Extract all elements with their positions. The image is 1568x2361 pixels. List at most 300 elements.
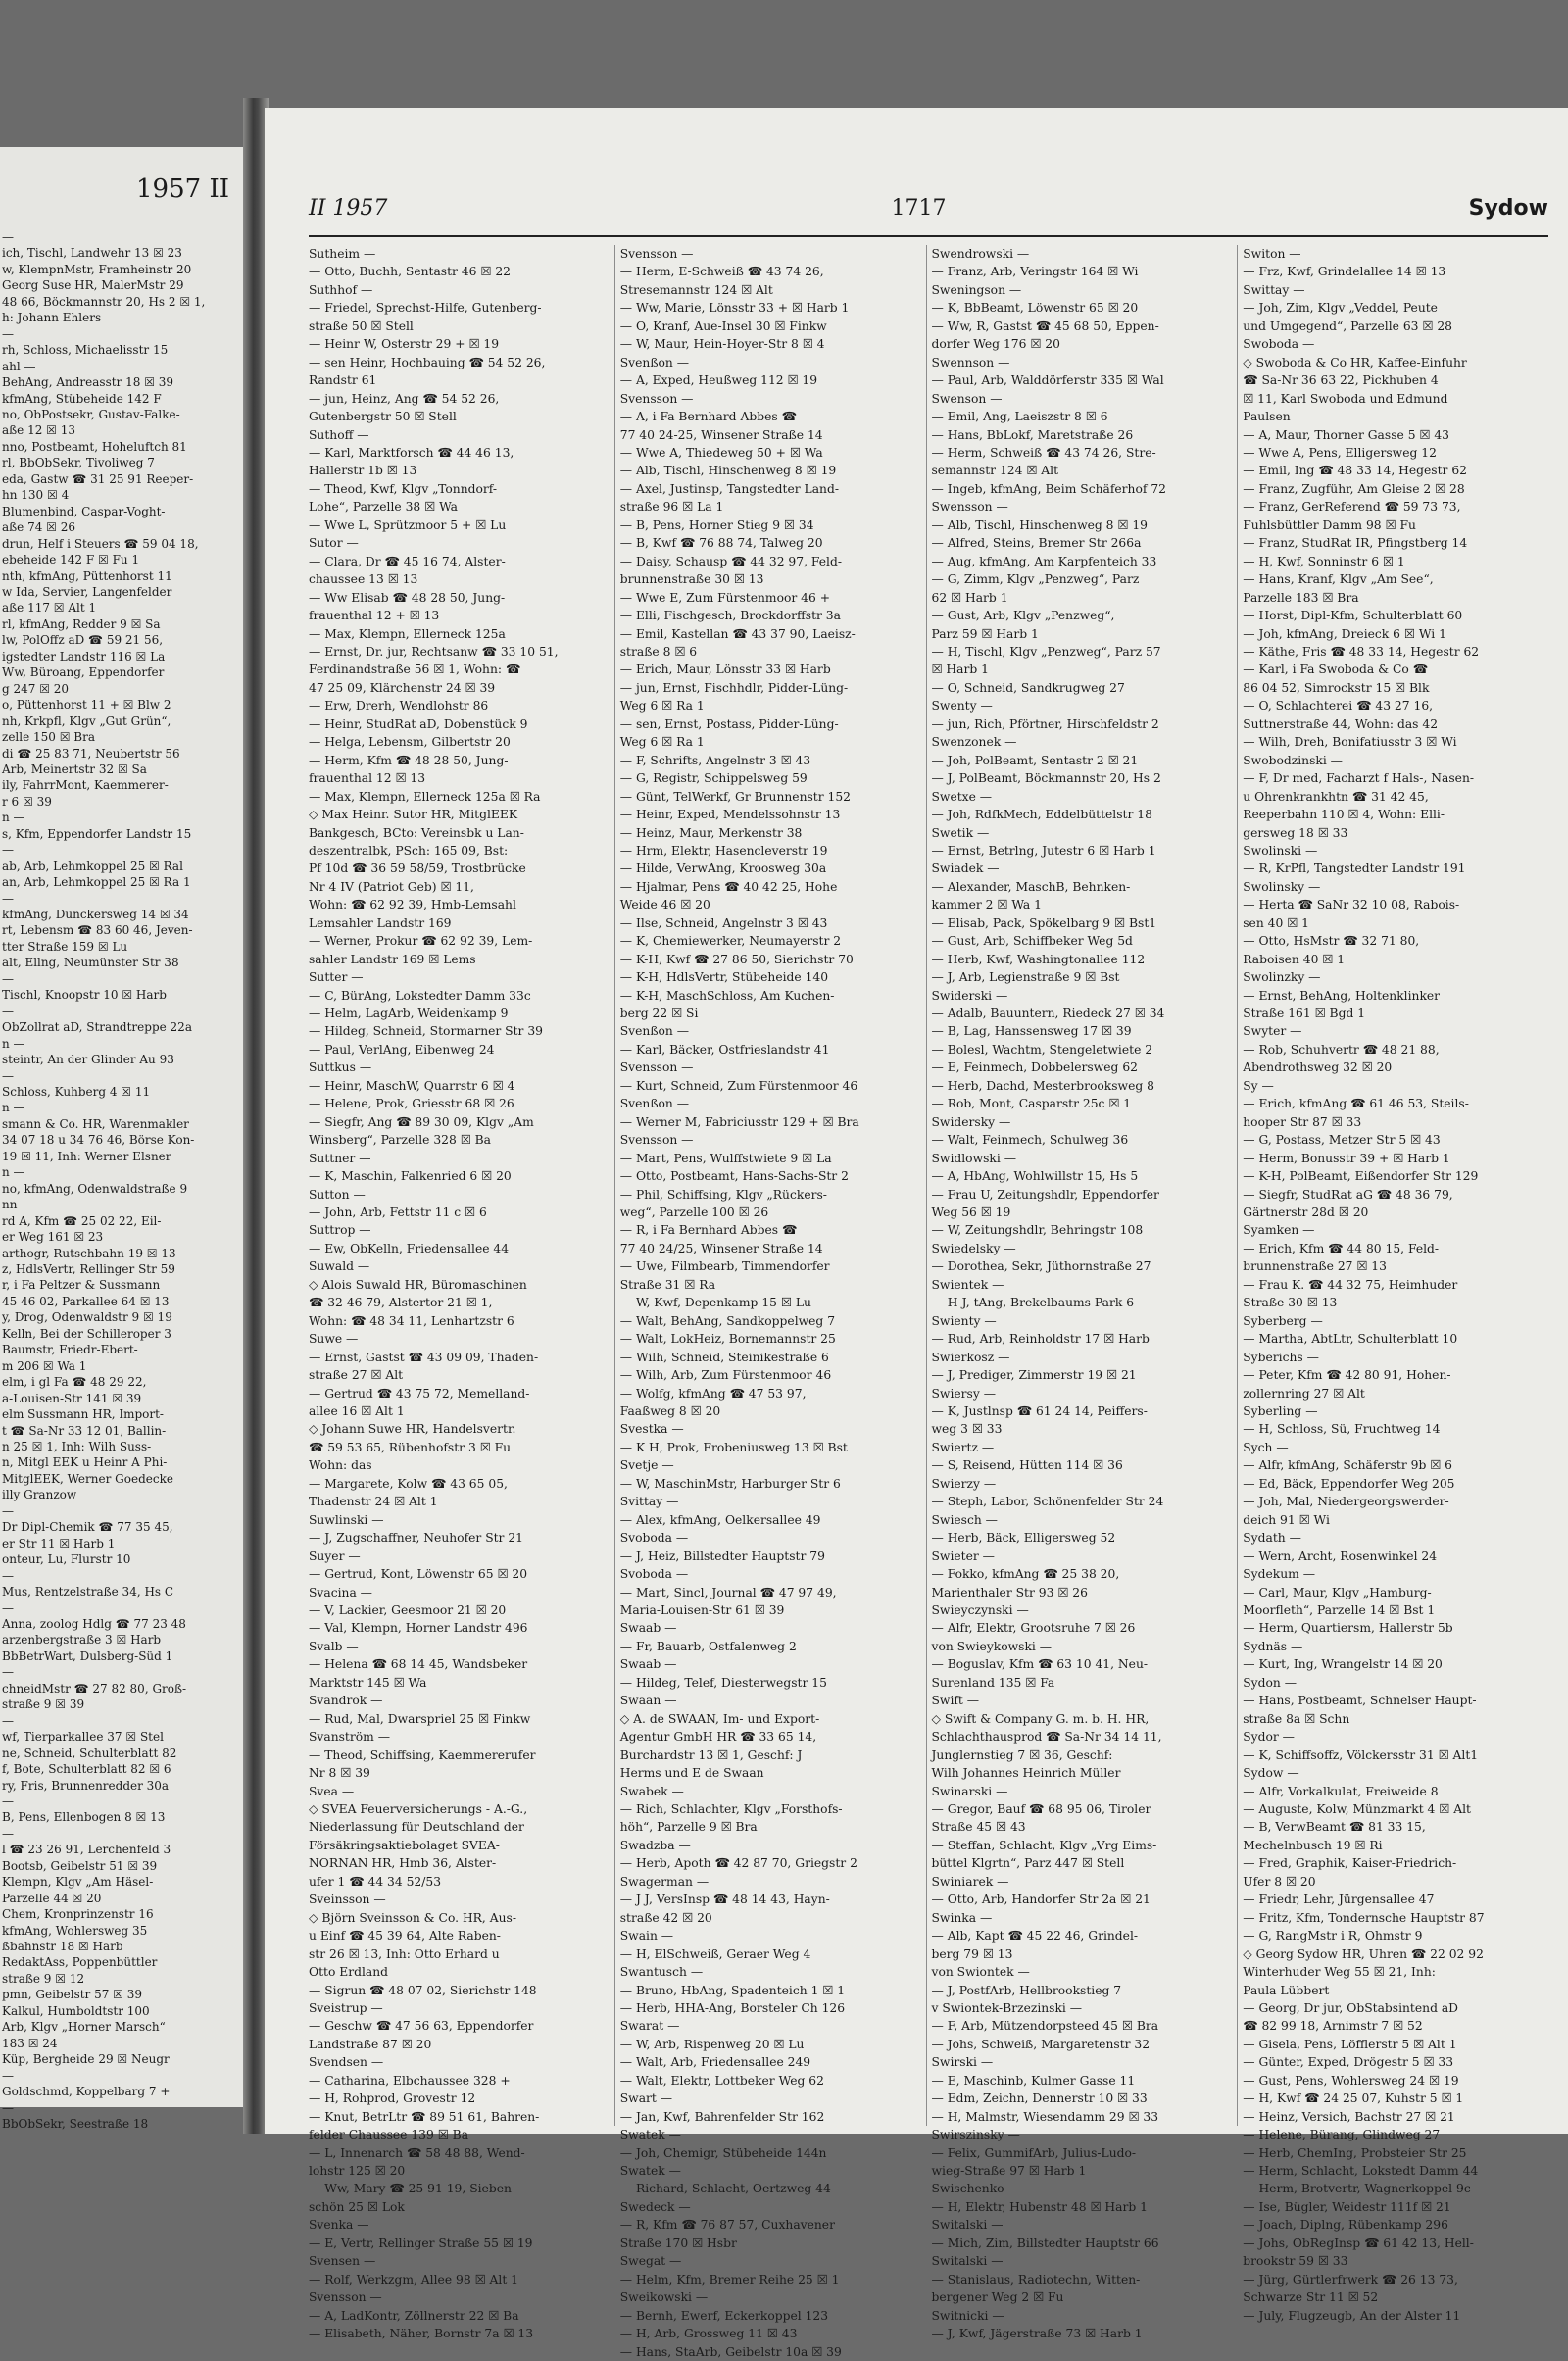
directory-entry: — K-H, MaschSchloss, Am Kuchen- xyxy=(619,988,835,1003)
surname-heading: Sveistrup — xyxy=(309,2000,383,2015)
left-page-line: — xyxy=(2,971,14,986)
left-page-line: chneidMstr ☎ 27 82 80, Groß- xyxy=(2,1681,187,1696)
directory-entry: — Ise, Bügler, Weidestr 111f ☒ 21 xyxy=(1243,2199,1451,2214)
directory-entry: — Ilse, Schneid, Angelnstr 3 ☒ 43 xyxy=(619,915,828,930)
directory-entry: — Karl, Marktforsch ☎ 44 46 13, xyxy=(309,445,514,460)
left-page-line: ab, Arb, Lehmkoppel 25 ☒ Ral xyxy=(2,859,183,873)
directory-entry: Straße 30 ☒ 13 xyxy=(1243,1296,1338,1310)
directory-page xyxy=(265,108,1568,2359)
left-page-line: Mus, Rentzelstraße 34, Hs C xyxy=(2,1585,174,1599)
directory-entry: — Helm, Kfm, Bremer Reihe 25 ☒ 1 xyxy=(619,2272,840,2287)
left-page-line: m 206 ☒ Wa 1 xyxy=(2,1358,87,1373)
directory-entry: — Fokko, kfmAng ☎ 25 38 20, xyxy=(931,1567,1120,1582)
left-page-line: — xyxy=(2,1665,14,1680)
left-page-line: di ☎ 25 83 71, Neubertstr 56 xyxy=(2,746,180,761)
left-page-line: aße 74 ☒ 26 xyxy=(2,520,76,535)
directory-entry: — Gertrud ☎ 43 75 72, Memelland- xyxy=(309,1386,530,1401)
surname-heading: Swieter — xyxy=(931,1549,995,1563)
left-page-line: — xyxy=(2,230,14,244)
directory-entry: — L, Innenarch ☎ 58 48 88, Wend- xyxy=(309,2145,525,2160)
left-page-line: s, Kfm, Eppendorfer Landstr 15 xyxy=(2,826,192,841)
directory-entry: u Ohrenkrankhtn ☎ 31 42 45, xyxy=(1243,789,1429,804)
directory-entry: ◇ Björn Sveinsson & Co. HR, Aus- xyxy=(309,1910,517,1925)
directory-entry: — Felix, GummifArb, Julius-Ludo- xyxy=(931,2145,1137,2160)
directory-entry: — Emil, Ing ☎ 48 33 14, Hegestr 62 xyxy=(1243,464,1467,478)
left-page-line: Kalkul, Humboldtstr 100 xyxy=(2,2003,150,2018)
left-page-line: Ww, Büroang, Eppendorfer xyxy=(2,665,165,680)
directory-entry: — J, Prediger, Zimmerstr 19 ☒ 21 xyxy=(931,1368,1137,1383)
directory-entry: Lohe“, Parzelle 38 ☒ Wa xyxy=(309,500,458,515)
surname-heading: Swiersy — xyxy=(931,1386,997,1401)
directory-entry: — Catharina, Elbchaussee 328 + xyxy=(309,2073,511,2088)
directory-entry: ☎ Sa-Nr 36 63 22, Pickhuben 4 xyxy=(1243,373,1439,388)
left-page-line: g 247 ☒ 20 xyxy=(2,681,70,696)
directory-column-4 xyxy=(1237,245,1548,2323)
surname-heading: Swadzba — xyxy=(619,1838,691,1852)
surname-heading: Swientek — xyxy=(931,1277,1004,1292)
directory-entry: — Hrm, Elektr, Hasencleverstr 19 xyxy=(619,843,828,858)
left-page-line: aße 12 ☒ 13 xyxy=(2,423,76,438)
directory-entry: — F, Schrifts, Angelnstr 3 ☒ 43 xyxy=(619,753,811,767)
directory-entry: ◇ Georg Sydow HR, Uhren ☎ 22 02 92 xyxy=(1243,1946,1484,1961)
directory-entry: — Margarete, Kolw ☎ 43 65 05, xyxy=(309,1476,508,1491)
left-page-line: o, Püttenhorst 11 + ☒ Blw 2 xyxy=(2,698,172,713)
directory-entry: — K, Justlnsp ☎ 61 24 14, Peiffers- xyxy=(931,1404,1148,1418)
directory-entry: — Jan, Kwf, Bahrenfelder Str 162 xyxy=(619,2109,825,2124)
directory-entry: — Daisy, Schausp ☎ 44 32 97, Feld- xyxy=(619,554,842,568)
directory-entry: — A, Maur, Thorner Gasse 5 ☒ 43 xyxy=(1243,427,1450,442)
left-page-line: alt, Ellng, Neumünster Str 38 xyxy=(2,956,179,970)
directory-entry: — Ernst, BehAng, Holtenklinker xyxy=(1243,988,1441,1003)
directory-entry: Nr 8 ☒ 39 xyxy=(309,1766,370,1781)
directory-entry: — Helena ☎ 68 14 45, Wandsbeker xyxy=(309,1657,528,1672)
directory-entry: — Helene, Bürang, Glindweg 27 xyxy=(1243,2128,1441,2142)
surname-heading: Swirszinsky — xyxy=(931,2128,1020,2142)
directory-entry: — G, Registr, Schippelsweg 59 xyxy=(619,771,808,786)
surname-heading: Swatek — xyxy=(619,2164,681,2179)
directory-entry: — Gust, Arb, Klgv „Penzweg“, xyxy=(931,609,1115,623)
left-page-line: n — xyxy=(2,1101,25,1115)
left-page-line: — xyxy=(2,1600,14,1615)
directory-entry: — Alexander, MaschB, Behnken- xyxy=(931,879,1131,894)
left-page-line: kfmAng, Stübeheide 142 F xyxy=(2,391,162,406)
page-number: 1717 xyxy=(891,196,947,221)
directory-entry: — Steffan, Schlacht, Klgv „Vrg Eims- xyxy=(931,1838,1157,1852)
left-page-fragment xyxy=(0,147,243,2132)
left-page-line: BbObSekr, Seestraße 18 xyxy=(2,2117,149,2132)
directory-entry: — A, Exped, Heußweg 112 ☒ 19 xyxy=(619,373,818,388)
directory-entry: — Adalb, Bauuntern, Riedeck 27 ☒ 34 xyxy=(931,1007,1165,1021)
directory-entry: — B, VerwBeamt ☎ 81 33 15, xyxy=(1243,1820,1426,1835)
left-page-line: y, Drog, Odenwaldstr 9 ☒ 19 xyxy=(2,1310,172,1325)
header-rule xyxy=(309,235,1548,237)
left-page-line: RedaktAss, Poppenbüttler xyxy=(2,1955,158,1970)
left-page-line: igstedter Landstr 116 ☒ La xyxy=(2,649,166,664)
directory-entry: — H, Rohprod, Grovestr 12 xyxy=(309,2091,476,2106)
directory-entry: — Alb, Tischl, Hinschenweg 8 ☒ 19 xyxy=(619,464,837,478)
directory-entry: — Wilh, Dreh, Bonifatiusstr 3 ☒ Wi xyxy=(1243,735,1457,750)
directory-entry: — Jürg, Gürtlerfrwerk ☎ 26 13 73, xyxy=(1243,2272,1458,2287)
surname-heading: Svoboda — xyxy=(619,1567,689,1582)
directory-entry: — Franz, Arb, Veringstr 164 ☒ Wi xyxy=(931,265,1139,279)
directory-entry: dorfer Weg 176 ☒ 20 xyxy=(931,337,1060,352)
directory-entry: — Ww, R, Gastst ☎ 45 68 50, Eppen- xyxy=(931,319,1159,333)
directory-entry: — Sigrun ☎ 48 07 02, Sierichstr 148 xyxy=(309,1983,537,1997)
directory-entry: 86 04 52, Simrockstr 15 ☒ Blk xyxy=(1243,680,1430,695)
directory-entry: — F, Arb, Mützendorpsteed 45 ☒ Bra xyxy=(931,2019,1159,2034)
directory-entry: Lemsahler Landstr 169 xyxy=(309,915,452,930)
directory-entry: — Franz, GerReferend ☎ 59 73 73, xyxy=(1243,500,1461,515)
directory-entry: — jun, Heinz, Ang ☎ 54 52 26, xyxy=(309,391,500,406)
directory-entry: — Alb, Kapt ☎ 45 22 46, Grindel- xyxy=(931,1929,1139,1943)
directory-entry: Parz 59 ☒ Harb 1 xyxy=(931,626,1039,641)
surname-heading: Svensson — xyxy=(619,1133,694,1148)
directory-entry: — J, Arb, Legienstraße 9 ☒ Bst xyxy=(931,970,1120,985)
left-page-line: rh, Schloss, Michaelisstr 15 xyxy=(2,343,169,358)
surname-heading: Swaan — xyxy=(619,1694,677,1708)
directory-entry: — Elisabeth, Näher, Bornstr 7a ☒ 13 xyxy=(309,2327,534,2341)
surname-heading: Swiderski — xyxy=(931,988,1008,1003)
directory-entry: Gärtnerstr 28d ☒ 20 xyxy=(1243,1205,1369,1220)
directory-entry: — Heinz, Versich, Bachstr 27 ☒ 21 xyxy=(1243,2109,1455,2124)
surname-heading: Sweikowski — xyxy=(619,2290,709,2305)
directory-entry: — Walt, Elektr, Lottbeker Weg 62 xyxy=(619,2073,824,2088)
directory-entry: — Emil, Ang, Laeiszstr 8 ☒ 6 xyxy=(931,410,1108,424)
surname-heading: Syberling — xyxy=(1243,1404,1318,1418)
directory-entry: — B, Lag, Hanssensweg 17 ☒ 39 xyxy=(931,1024,1132,1039)
directory-entry: — Wwe A, Pens, Elligersweg 12 xyxy=(1243,445,1437,460)
directory-entry: — Günt, TelWerkf, Gr Brunnenstr 152 xyxy=(619,789,851,804)
directory-entry: — Bolesl, Wachtm, Stengeletwiete 2 xyxy=(931,1042,1153,1057)
left-page-line: ry, Fris, Brunnenredder 30a xyxy=(2,1778,170,1793)
left-page-line: 45 46 02, Parkallee 64 ☒ 13 xyxy=(2,1294,170,1308)
surname-heading: Svanström — xyxy=(309,1730,391,1745)
directory-entry: — Wern, Archt, Rosenwinkel 24 xyxy=(1243,1549,1438,1563)
left-page-line: Kelln, Bei der Schilleroper 3 xyxy=(2,1326,172,1341)
left-page-line: 19 ☒ 11, Inh: Werner Elsner xyxy=(2,1149,172,1163)
left-page-line: — xyxy=(2,326,14,341)
directory-entry: — Hildeg, Schneid, Stormarner Str 39 xyxy=(309,1024,543,1039)
directory-entry: Weg 56 ☒ 19 xyxy=(931,1205,1011,1220)
surname-heading: Sutter — xyxy=(309,970,364,985)
left-page-line: B, Pens, Ellenbogen 8 ☒ 13 xyxy=(2,1810,166,1825)
surname-heading: Swain — xyxy=(619,1929,674,1943)
left-page-line: ObZollrat aD, Strandtreppe 22a xyxy=(2,1020,192,1035)
directory-entry: 77 40 24-25, Winsener Straße 14 xyxy=(619,427,823,442)
directory-entry: — B, Pens, Horner Stieg 9 ☒ 34 xyxy=(619,517,814,532)
directory-entry: — Ernst, Betrlng, Jutestr 6 ☒ Harb 1 xyxy=(931,843,1156,858)
directory-entry: — Heinr, StudRat aD, Dobenstück 9 xyxy=(309,716,528,731)
directory-entry: — Hans, Postbeamt, Schnelser Haupt- xyxy=(1243,1694,1477,1708)
directory-entry: — Herta ☎ SaNr 32 10 08, Rabois- xyxy=(1243,898,1460,912)
surname-heading: Swiedelsky — xyxy=(931,1241,1016,1255)
surname-heading: Syberberg — xyxy=(1243,1313,1323,1328)
directory-entry: — Ingeb, kfmAng, Beim Schäferhof 72 xyxy=(931,481,1166,496)
directory-entry: — Helene, Prok, Griesstr 68 ☒ 26 xyxy=(309,1097,514,1111)
directory-entry: — J, PolBeamt, Böckmannstr 20, Hs 2 xyxy=(931,771,1161,786)
directory-entry: — Franz, Zugführ, Am Gleise 2 ☒ 28 xyxy=(1243,481,1465,496)
left-page-line: ne, Schneid, Schulterblatt 82 xyxy=(2,1746,177,1760)
directory-entry: Paulsen xyxy=(1243,410,1291,424)
left-page-line: Parzelle 44 ☒ 20 xyxy=(2,1891,102,1905)
directory-entry: ☎ 59 53 65, Rübenhofstr 3 ☒ Fu xyxy=(309,1440,512,1454)
surname-heading: Swabek — xyxy=(619,1784,684,1798)
directory-entry: — Ww, Marie, Lönsstr 33 + ☒ Harb 1 xyxy=(619,301,850,316)
directory-entry: ◇ Johann Suwe HR, Handelsvertr. xyxy=(309,1422,516,1437)
surname-heading: Syberichs — xyxy=(1243,1350,1319,1364)
left-page-line: onteur, Lu, Flurstr 10 xyxy=(2,1552,131,1567)
left-page-line: 183 ☒ 24 xyxy=(2,2036,58,2050)
directory-entry: — John, Arb, Fettstr 11 c ☒ 6 xyxy=(309,1205,487,1220)
left-page-line: — xyxy=(2,1713,14,1728)
directory-entry: — Friedr, Lehr, Jürgensallee 47 xyxy=(1243,1893,1435,1907)
directory-entry: — Otto, Postbeamt, Hans-Sachs-Str 2 xyxy=(619,1169,849,1184)
left-page-line: ily, FahrrMont, Kaemmerer- xyxy=(2,778,169,793)
surname-heading: Swolinsky — xyxy=(1243,879,1321,894)
left-page-line: zelle 150 ☒ Bra xyxy=(2,730,96,745)
surname-heading: Sutton — xyxy=(309,1187,366,1202)
left-page-line: rl, BbObSekr, Tivoliweg 7 xyxy=(2,456,155,470)
directory-entry: Surenland 135 ☒ Fa xyxy=(931,1675,1055,1690)
surname-heading: Swobodzinski — xyxy=(1243,753,1343,767)
directory-entry: — jun, Ernst, Fischhdlr, Pidder-Lüng- xyxy=(619,680,849,695)
surname-heading: Swierzy — xyxy=(931,1476,997,1491)
directory-entry: Straße 161 ☒ Bgd 1 xyxy=(1243,1007,1366,1021)
directory-entry: — A, HbAng, Wohlwillstr 15, Hs 5 xyxy=(931,1169,1139,1184)
directory-entry: — Otto, Arb, Handorfer Str 2a ☒ 21 xyxy=(931,1893,1151,1907)
left-page-line: 34 07 18 u 34 76 46, Börse Kon- xyxy=(2,1133,195,1148)
surname-heading: Sweningson — xyxy=(931,282,1022,297)
left-page-line: elm, i gl Fa ☎ 48 29 22, xyxy=(2,1375,147,1390)
directory-entry: Weg 6 ☒ Ra 1 xyxy=(619,735,705,750)
directory-entry: Abendrothsweg 32 ☒ 20 xyxy=(1243,1060,1393,1075)
directory-entry: Moorfleth“, Parzelle 14 ☒ Bst 1 xyxy=(1243,1602,1436,1617)
directory-entry: — Theod, Schiffsing, Kaemmererufer xyxy=(309,1747,536,1762)
directory-entry: — Ww, Mary ☎ 25 91 19, Sieben- xyxy=(309,2182,516,2196)
surname-heading: Swittay — xyxy=(1243,282,1305,297)
directory-entry: — Karl, i Fa Swoboda & Co ☎ xyxy=(1243,663,1429,677)
directory-entry: — Walt, BehAng, Sandkoppelweg 7 xyxy=(619,1313,836,1328)
directory-entry: Wohn: das xyxy=(309,1458,372,1473)
directory-entry: — W, Arb, Rispenweg 20 ☒ Lu xyxy=(619,2037,805,2051)
directory-entry: — Erich, Maur, Lönsstr 33 ☒ Harb xyxy=(619,663,831,677)
directory-entry: Wohn: ☎ 62 92 39, Hmb-Lemsahl xyxy=(309,898,516,912)
directory-entry: berg 79 ☒ 13 xyxy=(931,1946,1013,1961)
surname-heading: Swolinski — xyxy=(1243,843,1318,858)
directory-entry: — Mich, Zim, Billstedter Hauptstr 66 xyxy=(931,2236,1159,2250)
surname-heading: Sydath — xyxy=(1243,1531,1301,1546)
left-page-line: — xyxy=(2,891,14,906)
directory-entry: — Joh, PolBeamt, Sentastr 2 ☒ 21 xyxy=(931,753,1139,767)
surname-heading: Svestka — xyxy=(619,1422,684,1437)
directory-entry: — Knut, BetrLtr ☎ 89 51 61, Bahren- xyxy=(309,2109,540,2124)
directory-entry: — Johs, Schweiß, Margaretenstr 32 xyxy=(931,2037,1151,2051)
left-page-line: t ☎ Sa-Nr 33 12 01, Ballin- xyxy=(2,1423,167,1438)
directory-entry: — Heinr, Exped, Mendelssohnstr 13 xyxy=(619,808,841,822)
directory-entry: — A, LadKontr, Zöllnerstr 22 ☒ Ba xyxy=(309,2308,519,2323)
surname-heading: Svendsen — xyxy=(309,2055,384,2070)
directory-entry: — sen, Ernst, Postass, Pidder-Lüng- xyxy=(619,716,839,731)
directory-entry: — J, Kwf, Jägerstraße 73 ☒ Harb 1 xyxy=(931,2327,1143,2341)
left-page-line: h: Johann Ehlers xyxy=(2,311,102,325)
directory-entry: — Heinz, Maur, Merkenstr 38 xyxy=(619,825,803,840)
directory-entry: — K, Schiffsoffz, Völckersstr 31 ☒ Alt1 xyxy=(1243,1747,1479,1762)
left-page-line: aße 117 ☒ Alt 1 xyxy=(2,601,97,615)
surname-heading: v Swiontek-Brzezinski — xyxy=(931,2000,1083,2015)
directory-entry: — Herm, Brotvertr, Wagnerkoppel 9c xyxy=(1243,2182,1471,2196)
surname-heading: Suwlinski — xyxy=(309,1512,384,1527)
directory-entry: schön 25 ☒ Lok xyxy=(309,2199,405,2214)
directory-entry: — Axel, Justinsp, Tangstedter Land- xyxy=(619,481,839,496)
surname-heading: Svalb — xyxy=(309,1639,359,1653)
directory-entry: — Peter, Kfm ☎ 42 80 91, Hohen- xyxy=(1243,1368,1451,1383)
directory-entry: ◇ Alois Suwald HR, Büromaschinen xyxy=(309,1277,527,1292)
directory-entry: brookstr 59 ☒ 33 xyxy=(1243,2254,1348,2269)
directory-entry: — J J, VersInsp ☎ 48 14 43, Hayn- xyxy=(619,1893,830,1907)
directory-entry: straße 27 ☒ Alt xyxy=(309,1368,404,1383)
directory-entry: — R, Kfm ☎ 76 87 57, Cuxhavener xyxy=(619,2218,835,2233)
surname-heading: Swaab — xyxy=(619,1657,677,1672)
directory-entry: — Siegfr, Ang ☎ 89 30 09, Klgv „Am xyxy=(309,1114,534,1129)
directory-entry: — Alb, Tischl, Hinschenweg 8 ☒ 19 xyxy=(931,517,1148,532)
directory-entry: 62 ☒ Harb 1 xyxy=(931,590,1008,605)
directory-entry: — Siegfr, StudRat aG ☎ 48 36 79, xyxy=(1243,1187,1453,1202)
surname-heading: Sutheim — xyxy=(309,247,376,261)
surname-heading: Swenzonek — xyxy=(931,735,1017,750)
left-page-line: nh, Krkpfl, Klgv „Gut Grün“, xyxy=(2,713,172,728)
directory-entry: — Herb, Kwf, Washingtonallee 112 xyxy=(931,952,1146,966)
directory-entry: frauenthal 12 + ☒ 13 xyxy=(309,609,440,623)
directory-entry: ◇ Swift & Company G. m. b. H. HR, xyxy=(931,1711,1150,1726)
directory-entry: — Johs, ObRegInsp ☎ 61 42 13, Hell- xyxy=(1243,2236,1474,2250)
directory-entry: felder Chaussee 139 ☒ Ba xyxy=(309,2128,469,2142)
directory-entry: — W, MaschinMstr, Harburger Str 6 xyxy=(619,1476,841,1491)
left-page-line: straße 9 ☒ 12 xyxy=(2,1971,85,1986)
left-page-line: illy Granzow xyxy=(2,1488,77,1502)
directory-entry: — J, Zugschaffner, Neuhofer Str 21 xyxy=(309,1531,523,1546)
directory-entry: — Ernst, Dr. jur, Rechtsanw ☎ 33 10 51, xyxy=(309,644,559,659)
left-page-line: hn 130 ☒ 4 xyxy=(2,488,70,503)
left-page-header: 1957 II xyxy=(136,174,229,204)
directory-entry: — Walt, Feinmech, Schulweg 36 xyxy=(931,1133,1129,1148)
surname-heading: Swagerman — xyxy=(619,1874,710,1889)
directory-entry: — Uwe, Filmbearb, Timmendorfer xyxy=(619,1259,830,1274)
surname-heading: Swegat — xyxy=(619,2254,682,2269)
directory-entry: — sen Heinr, Hochbauing ☎ 54 52 26, xyxy=(309,355,546,369)
directory-entry: — Horst, Dipl-Kfm, Schulterblatt 60 xyxy=(1243,609,1463,623)
directory-entry: — Hans, StaArb, Geibelstr 10a ☒ 39 xyxy=(619,2344,842,2359)
surname-heading: Switalski — xyxy=(931,2254,1004,2269)
left-page-line: n 25 ☒ 1, Inh: Wilh Suss- xyxy=(2,1439,152,1453)
directory-entry: — Fred, Graphik, Kaiser-Friedrich- xyxy=(1243,1856,1457,1871)
surname-heading: Sydnäs — xyxy=(1243,1639,1303,1653)
directory-column-1 xyxy=(309,245,614,2341)
left-page-line: no, ObPostsekr, Gustav-Falke- xyxy=(2,407,180,421)
left-page-line: Bootsb, Geibelstr 51 ☒ 39 xyxy=(2,1858,158,1873)
directory-entry: — Werner, Prokur ☎ 62 92 39, Lem- xyxy=(309,934,533,949)
left-page-line: steintr, An der Glinder Au 93 xyxy=(2,1053,174,1067)
surname-heading: Swaab — xyxy=(619,1621,677,1636)
surname-heading: Swieyczynski — xyxy=(931,1602,1029,1617)
directory-entry: Straße 170 ☒ Hsbr xyxy=(619,2236,737,2250)
surname-heading: Swyter — xyxy=(1243,1024,1302,1039)
directory-entry: — Alfr, Elektr, Grootsruhe 7 ☒ 26 xyxy=(931,1621,1136,1636)
surname-heading: Swienty — xyxy=(931,1313,997,1328)
directory-entry: — B, Kwf ☎ 76 88 74, Talweg 20 xyxy=(619,536,823,551)
left-page-line: n — xyxy=(2,1036,25,1051)
directory-entry: Niederlassung für Deutschland der xyxy=(309,1820,524,1835)
surname-heading: Suthhof — xyxy=(309,282,373,297)
directory-entry: brunnenstraße 30 ☒ 13 xyxy=(619,572,764,587)
directory-entry: — S, Reisend, Hütten 114 ☒ 36 xyxy=(931,1458,1123,1473)
surname-heading: Svittay — xyxy=(619,1495,679,1509)
surname-heading: Svenßon — xyxy=(619,1097,690,1111)
directory-entry: — W, Kwf, Depenkamp 15 ☒ Lu xyxy=(619,1296,811,1310)
directory-entry: 47 25 09, Klärchenstr 24 ☒ 39 xyxy=(309,680,496,695)
directory-entry: — Fr, Bauarb, Ostfalenweg 2 xyxy=(619,1639,797,1653)
left-page-line: smann & Co. HR, Warenmakler xyxy=(2,1116,189,1131)
directory-entry: Herms und E de Swaan xyxy=(619,1766,764,1781)
directory-entry: — Elli, Fischgesch, Brockdorffstr 3a xyxy=(619,609,841,623)
directory-entry: — Clara, Dr ☎ 45 16 74, Alster- xyxy=(309,554,506,568)
surname-heading: Sydor — xyxy=(1243,1730,1295,1745)
directory-entry: — Herb, Dachd, Mesterbrooksweg 8 xyxy=(931,1078,1154,1093)
left-page-line: BehAng, Andreasstr 18 ☒ 39 xyxy=(2,375,174,390)
directory-entry: — Joh, RdfkMech, Eddelbüttelstr 18 xyxy=(931,808,1152,822)
left-page-line: z, HdlsVertr, Rellinger Str 59 xyxy=(2,1262,175,1276)
left-page-line: no, kfmAng, Odenwaldstraße 9 xyxy=(2,1181,188,1196)
directory-entry: — jun, Rich, Pförtner, Hirschfeldstr 2 xyxy=(931,716,1159,731)
directory-entry: — Aug, kfmAng, Am Karpfenteich 33 xyxy=(931,554,1157,568)
left-page-line: Blumenbind, Caspar-Voght- xyxy=(2,504,166,518)
surname-heading: Sydow — xyxy=(1243,1766,1299,1781)
directory-entry: ☒ Harb 1 xyxy=(931,663,989,677)
left-page-line: lw, PolOffz aD ☎ 59 21 56, xyxy=(2,633,164,648)
left-page-line: — xyxy=(2,1068,14,1083)
left-page-line: l ☎ 23 26 91, Lerchenfeld 3 xyxy=(2,1843,172,1857)
surname-heading: Suwe — xyxy=(309,1332,359,1347)
directory-entry: Mechelnbusch 19 ☒ Ri xyxy=(1243,1838,1383,1852)
surname-heading: Suthoff — xyxy=(309,427,369,442)
left-page-line: r, i Fa Peltzer & Sussmann xyxy=(2,1278,161,1293)
directory-entry: — H, Elektr, Hubenstr 48 ☒ Harb 1 xyxy=(931,2199,1148,2214)
directory-entry: — Helga, Lebensm, Gilbertstr 20 xyxy=(309,735,511,750)
surname-heading: Suwald — xyxy=(309,1259,370,1274)
directory-entry: ◇ Swoboda & Co HR, Kaffee-Einfuhr xyxy=(1243,355,1467,369)
directory-entry: — H, Kwf, Sonninstr 6 ☒ 1 xyxy=(1243,554,1405,568)
header-keyword: Sydow xyxy=(1468,196,1548,221)
directory-entry: — J, PostfArb, Hellbrookstieg 7 xyxy=(931,1983,1122,1997)
surname-heading: Swift — xyxy=(931,1694,980,1708)
directory-entry: — K, BbBeamt, Löwenstr 65 ☒ 20 xyxy=(931,301,1139,316)
directory-entry: Maria-Louisen-Str 61 ☒ 39 xyxy=(619,1602,785,1617)
directory-entry: — C, BürAng, Lokstedter Damm 33c xyxy=(309,988,531,1003)
directory-entry: — O, Schlachterei ☎ 43 27 16, xyxy=(1243,699,1434,713)
left-page-line: elm Sussmann HR, Import- xyxy=(2,1407,164,1422)
directory-entry: — H-J, tAng, Brekelbaums Park 6 xyxy=(931,1296,1135,1310)
left-page-line: tter Straße 159 ☒ Lu xyxy=(2,939,128,954)
directory-entry: sen 40 ☒ 1 xyxy=(1243,915,1309,930)
surname-heading: Swenty — xyxy=(931,699,993,713)
directory-entry: — Frau K. ☎ 44 32 75, Heimhuder xyxy=(1243,1277,1458,1292)
surname-heading: von Swieykowski — xyxy=(931,1639,1053,1653)
surname-heading: Swedeck — xyxy=(619,2199,691,2214)
directory-entry: — Richard, Schlacht, Oertzweg 44 xyxy=(619,2182,831,2196)
left-page-line: BbBetrWart, Dulsberg-Süd 1 xyxy=(2,1648,173,1663)
directory-entry: gersweg 18 ☒ 33 xyxy=(1243,825,1348,840)
left-page-line: eda, Gastw ☎ 31 25 91 Reeper- xyxy=(2,471,194,486)
directory-entry: — Gust, Arb, Schiffbeker Weg 5d xyxy=(931,934,1133,949)
